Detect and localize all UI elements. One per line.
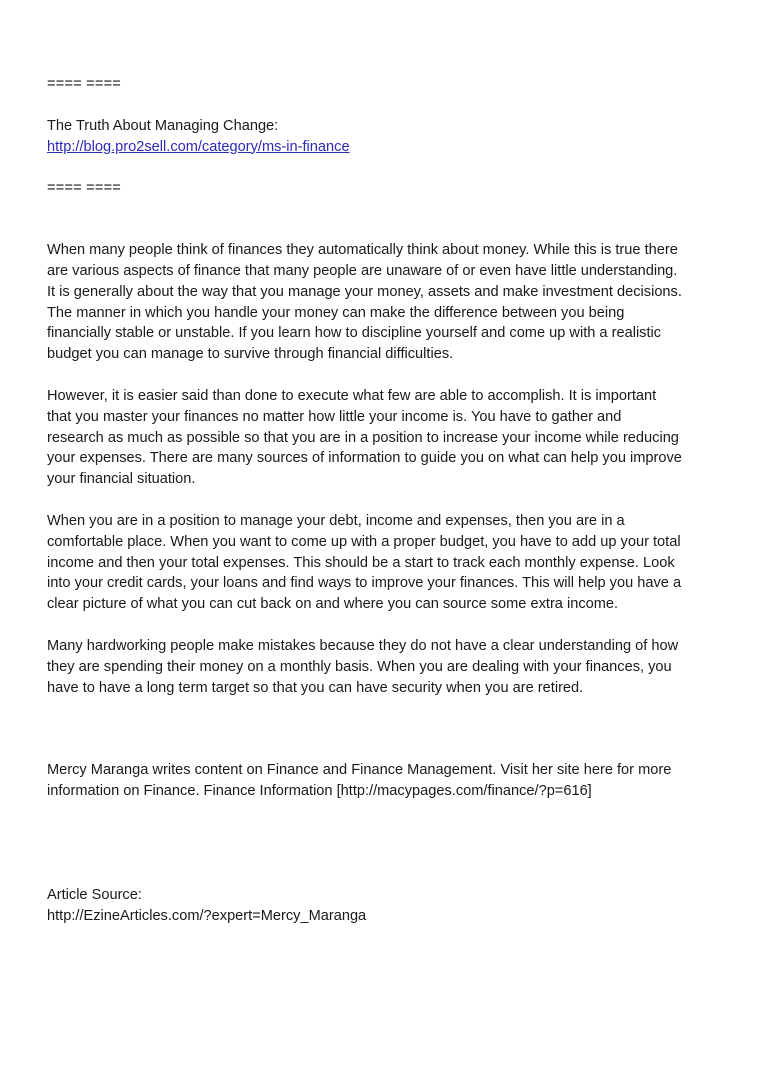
paragraph-1 [47,240,737,365]
author-bio-line: Mercy Maranga writes content on Finance and Finance Management. Visit her site here for more [47,762,672,779]
paragraph-line: It is generally about the way that you manage your money, assets and make investment decisions. [47,283,682,300]
paragraph-line: However, it is easier said than done to execute what few are able to accomplish. It is important [47,387,657,404]
category-link[interactable]: http://blog.pro2sell.com/category/ms-in-finance [47,138,350,155]
paragraph-line: Many hardworking people make mistakes because they do not have a clear understanding of how [47,637,679,654]
paragraph-line: financially stable or unstable. If you learn how to discipline yourself and come up with a realistic [47,325,662,342]
paragraph-3 [47,511,737,615]
paragraph-line: When you are in a position to manage your debt, income and expenses, then you are in a [47,512,625,529]
paragraph-line: clear picture of what you can cut back on and where you can source some extra income. [47,596,619,613]
paragraph-line: your expenses. There are many sources of information to guide you on what can help you improve [47,450,682,467]
paragraph-line: your financial situation. [47,471,196,488]
source-url[interactable]: http://EzineArticles.com/?expert=Mercy_Maranga [47,907,367,924]
paragraph-line: are various aspects of finance that many people are unaware of or even have little understanding. [47,262,678,279]
paragraph-line: The manner in which you handle your money can make the difference between you being [47,304,625,321]
header-title: The Truth About Managing Change: [47,117,279,134]
source-label: Article Source: [47,886,142,903]
paragraph-line: When many people think of finances they automatically think about money. While this is true there [47,242,678,259]
paragraph-line: into your credit cards, your loans and find ways to improve your finances. This will help you have a [47,575,682,592]
paragraph-line: have to have a long term target so that you can have security when you are retired. [47,679,584,696]
paragraph-line: comfortable place. When you want to come up with a proper budget, you have to add up your total [47,533,681,550]
paragraph-4 [47,636,737,698]
paragraph-line: that you master your finances no matter how little your income is. You have to gather and [47,408,622,425]
paragraph-line: they are spending their money on a monthly basis. When you are dealing with your finances, you [47,658,672,675]
paragraph-line: income and then your total expenses. This should be a start to track each monthly expense. Look [47,554,675,571]
separator-bottom: ==== ==== [47,180,122,197]
paragraph-2 [47,386,737,490]
author-bio [47,760,737,802]
paragraph-line: research as much as possible so that you are in a position to increase your income while reducing [47,429,679,446]
author-bio-line: information on Finance. Finance Information [http://macypages.com/finance/?p=616] [47,783,592,800]
document-page [47,74,737,927]
paragraph-line: budget you can manage to survive through financial difficulties. [47,346,454,363]
separator-top: ==== ==== [47,76,122,92]
